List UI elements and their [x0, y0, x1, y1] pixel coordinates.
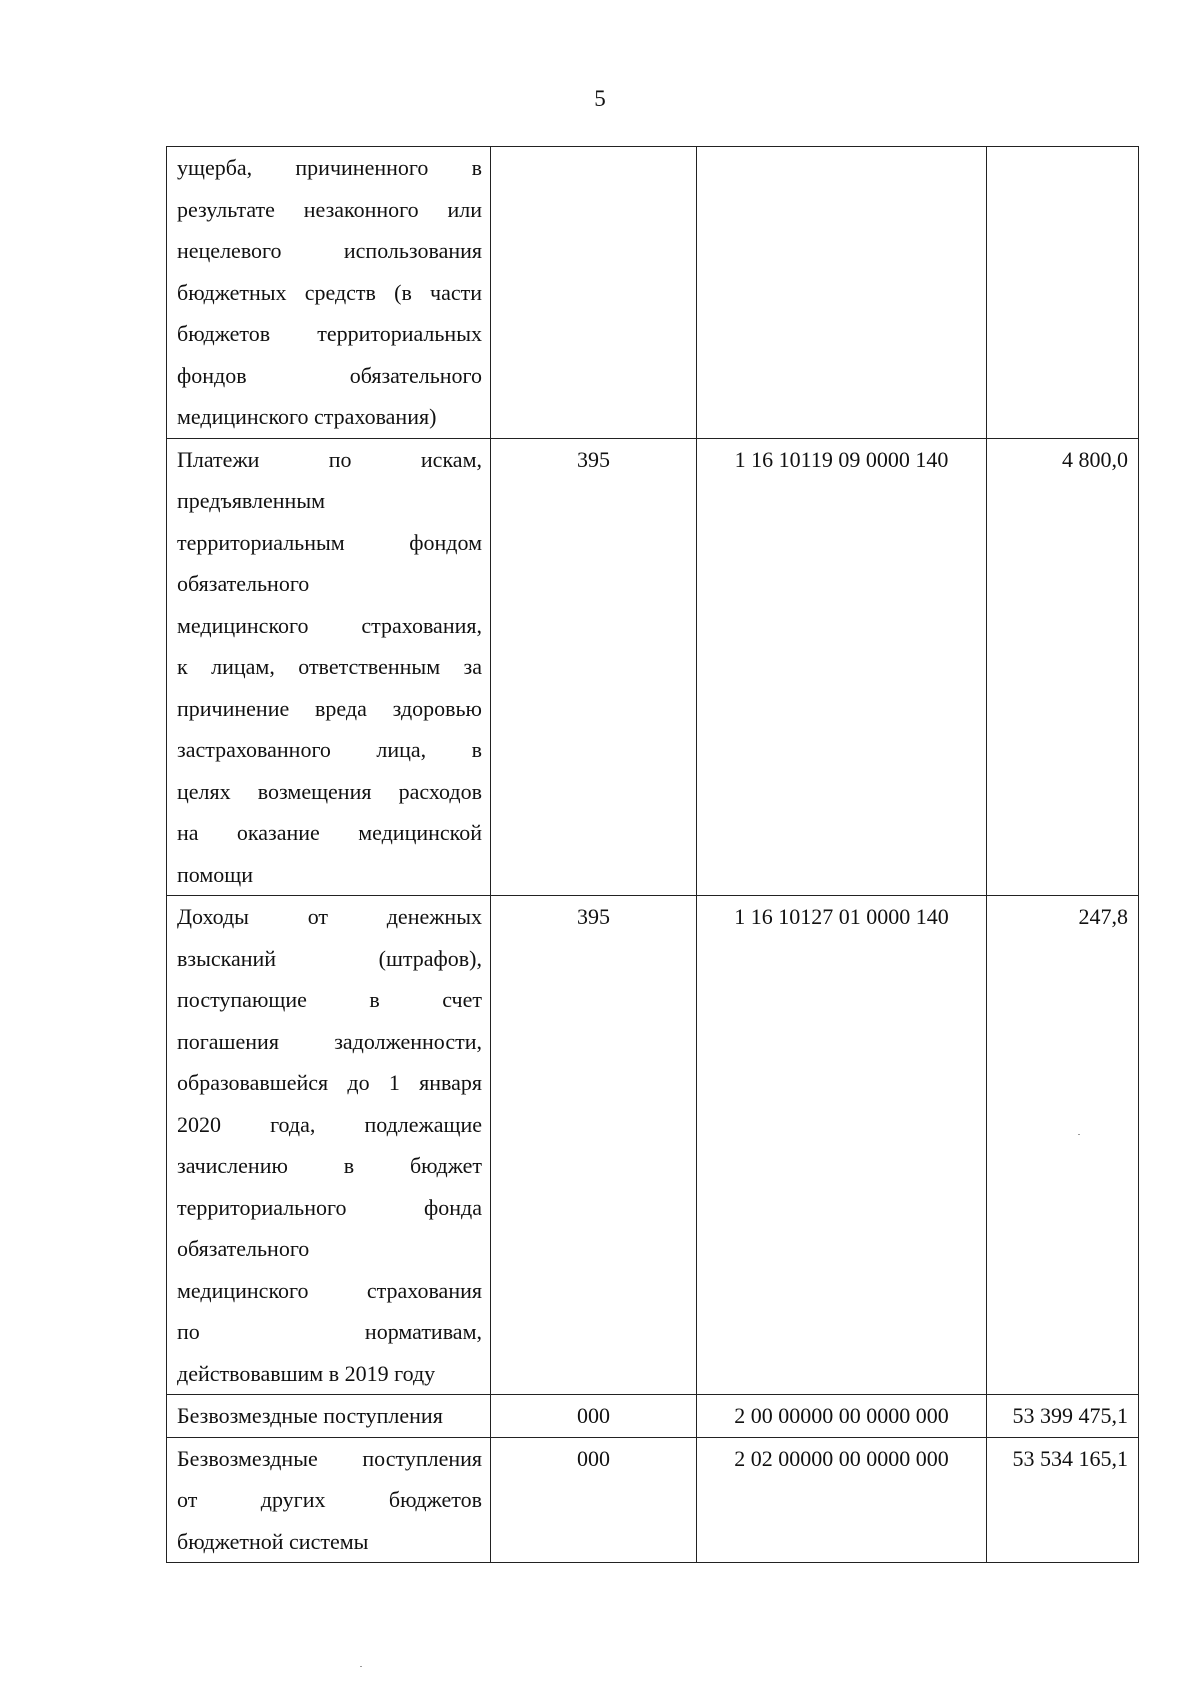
table-row: [167, 896, 1139, 1395]
revenue-name-line: медицинского страхования,: [177, 612, 482, 638]
revenue-table: [166, 146, 1139, 1563]
table-row: [167, 147, 1139, 439]
revenue-name-line: фондов обязательного: [177, 362, 482, 388]
revenue-name-line: Доходы от денежных: [177, 904, 482, 929]
revenue-name-cell: [167, 147, 491, 439]
administrator-code-cell: 395: [491, 438, 697, 896]
revenue-name-line: от других бюджетов: [177, 1487, 482, 1512]
scan-speck: [1078, 1134, 1080, 1135]
amount-cell: 53 399 475,1: [987, 1395, 1139, 1438]
revenue-name-cell: [167, 896, 491, 1395]
scan-speck: [360, 1666, 362, 1667]
revenue-name-line: медицинского страхования): [177, 404, 437, 429]
table-row: [167, 1395, 1139, 1438]
revenue-name-line: 2020 года, подлежащие: [177, 1111, 482, 1137]
revenue-name-line: целях возмещения расходов: [177, 778, 482, 804]
revenue-name-line: нецелевого использования: [177, 238, 482, 263]
revenue-name-line: по нормативам,: [177, 1319, 482, 1344]
revenue-name-line: Безвозмездные поступления: [177, 1445, 482, 1471]
administrator-code-cell: 395: [491, 896, 697, 1395]
revenue-name-line: поступающие в счет: [177, 987, 482, 1012]
revenue-name-line: к лицам, ответственным за: [177, 654, 482, 679]
budget-classification-code-cell: 2 02 00000 00 0000 000: [697, 1437, 987, 1563]
page-number: 5: [594, 86, 606, 111]
budget-classification-code-cell: 2 00 00000 00 0000 000: [697, 1395, 987, 1438]
revenue-name-line: территориального фонда: [177, 1194, 482, 1220]
amount-cell: 53 534 165,1: [987, 1437, 1139, 1563]
amount-cell: [987, 147, 1139, 439]
revenue-name-cell: [167, 438, 491, 896]
revenue-name-line: бюджетной системы: [177, 1528, 369, 1554]
budget-classification-code-cell: 1 16 10127 01 0000 140: [697, 896, 987, 1395]
revenue-table-body: [167, 147, 1139, 1563]
revenue-name-line: помощи: [177, 861, 253, 887]
revenue-name-line: зачислению в бюджет: [177, 1153, 482, 1178]
revenue-name-line: Платежи по искам,: [177, 446, 482, 472]
revenue-name-line: взысканий (штрафов),: [177, 945, 482, 971]
revenue-name-line: результате незаконного или: [177, 196, 482, 222]
revenue-name-line: действовавшим в 2019 году: [177, 1360, 436, 1386]
revenue-name-line: предъявленным: [177, 488, 326, 513]
revenue-name-line: обязательного: [177, 1236, 310, 1261]
revenue-name-cell: [167, 1395, 491, 1438]
administrator-code-cell: [491, 147, 697, 439]
budget-classification-code-cell: [697, 147, 987, 439]
amount-cell: 4 800,0: [987, 438, 1139, 896]
revenue-name-line: на оказание медицинской: [177, 820, 482, 845]
budget-classification-code-cell: 1 16 10119 09 0000 140: [697, 438, 987, 896]
revenue-name-line: образовавшейся до 1 января: [177, 1070, 482, 1095]
revenue-name-line: медицинского страхования: [177, 1277, 482, 1303]
amount-cell: 247,8: [987, 896, 1139, 1395]
revenue-name-cell: [167, 1437, 491, 1563]
administrator-code-cell: 000: [491, 1395, 697, 1438]
revenue-name-line: причинение вреда здоровью: [177, 695, 482, 721]
revenue-name-line: бюджетных средств (в части: [177, 279, 482, 305]
administrator-code-cell: 000: [491, 1437, 697, 1563]
revenue-name-line: бюджетов территориальных: [177, 321, 482, 346]
table-row: [167, 438, 1139, 896]
revenue-name-line: Безвозмездные поступления: [177, 1403, 443, 1428]
revenue-name-line: ущерба, причиненного в: [177, 155, 482, 180]
revenue-name-line: погашения задолженности,: [177, 1028, 482, 1054]
revenue-name-line: обязательного: [177, 571, 310, 596]
table-row: [167, 1437, 1139, 1563]
revenue-name-line: территориальным фондом: [177, 529, 482, 555]
revenue-name-line: застрахованного лица, в: [177, 737, 482, 762]
